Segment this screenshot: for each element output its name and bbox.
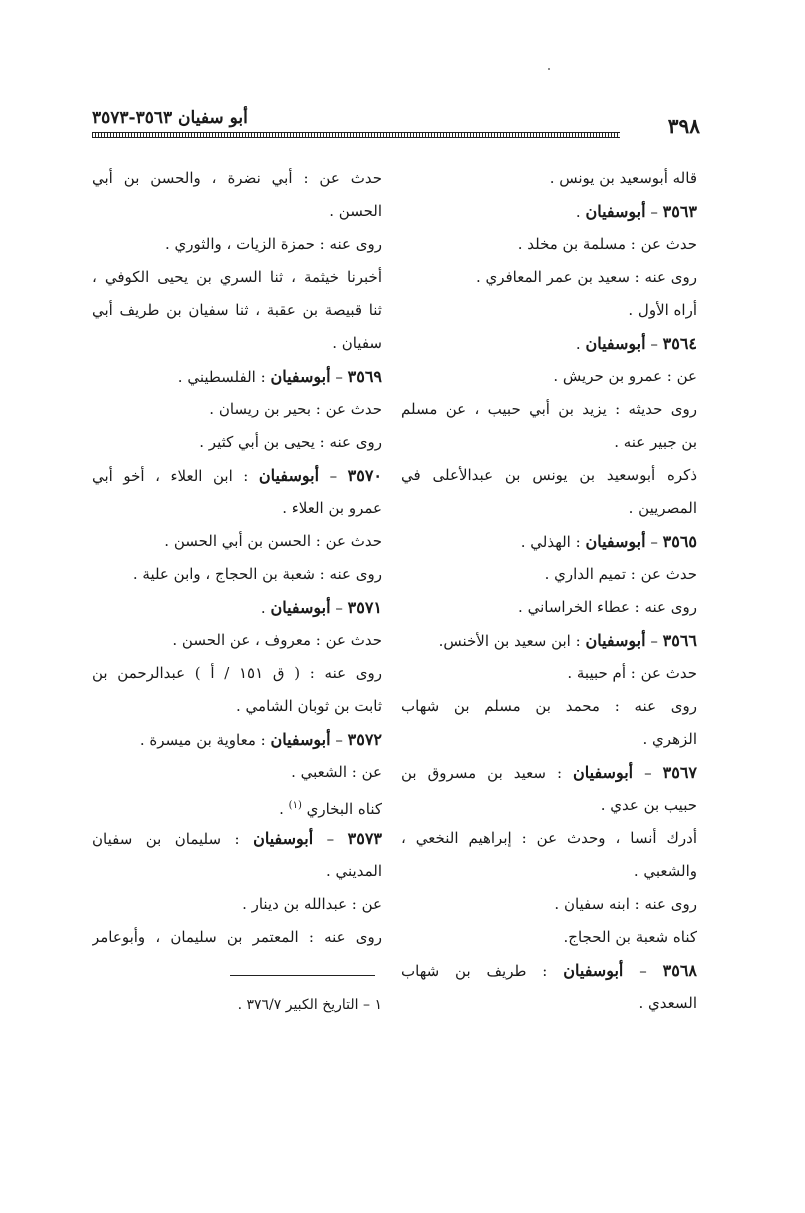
- entry-number: ٣٥٦٨: [662, 961, 697, 980]
- entry-name: أبوسفيان: [258, 466, 320, 485]
- line-text: أراه الأول .: [628, 301, 697, 319]
- text-line: [401, 921, 697, 954]
- text-line: [401, 657, 697, 690]
- line-text: عن : الشعبي .: [291, 763, 382, 781]
- entry-number: ٣٥٦٦: [662, 631, 697, 650]
- line-text: السعدي .: [638, 994, 697, 1012]
- entry-name: أبوسفيان: [270, 367, 331, 386]
- line-text: سفيان .: [332, 334, 382, 352]
- entry-heading: ٣٥٦٣ – أبوسفيان .: [575, 202, 697, 221]
- line-text: حدث عن : الحسن بن أبي الحسن .: [164, 532, 382, 550]
- line-text: ثنا قبيصة بن عقبة ، ثنا سفيان بن طريف أبي: [92, 301, 382, 319]
- line-text: المصريين .: [628, 499, 697, 517]
- text-line: [92, 690, 382, 723]
- text-line: [92, 888, 382, 921]
- entry-name: أبوسفيان: [585, 532, 646, 551]
- left-column: [92, 162, 382, 954]
- text-line: [401, 987, 697, 1020]
- entry-number: ٣٥٦٩: [347, 367, 382, 386]
- line-text: أخبرنا خيثمة ، ثنا السري بن يحيى الكوفي ،: [92, 268, 382, 286]
- line-text: بن جبير عنه .: [614, 433, 697, 451]
- text-line: [401, 492, 697, 525]
- text-line: [401, 723, 697, 756]
- line-text: والشعبي .: [633, 862, 697, 880]
- entry-number: ٣٥٦٥: [662, 532, 697, 551]
- line-text: الحسن .: [329, 202, 382, 220]
- entry-description: : الفلسطيني .: [177, 368, 271, 386]
- entry-name: أبوسفيان: [573, 763, 634, 782]
- entry-heading: ٣٥٧٢ – أبوسفيان : معاوية بن ميسرة .: [139, 730, 382, 749]
- entry-heading: ٣٥٦٨ – أبوسفيان : طريف بن شهاب: [401, 961, 697, 980]
- line-text: قاله أبوسعيد بن يونس .: [549, 169, 697, 187]
- line-text: روى عنه : ( ق ١٥١ / أ ) عبدالرحمن بن: [92, 664, 382, 682]
- line-text: ثابت بن ثوبان الشامي .: [236, 697, 382, 715]
- line-text: المديني .: [325, 862, 382, 880]
- line-text: روى حديثه : يزيد بن أبي حبيب ، عن مسلم: [401, 400, 697, 418]
- entry-name: أبوسفيان: [585, 631, 646, 650]
- entry-description: : سعيد بن مسروق بن: [401, 764, 573, 782]
- entry-number: ٣٥٧٢: [347, 730, 382, 749]
- text-line: [92, 294, 382, 327]
- entry-number: ٣٥٦٤: [662, 334, 697, 353]
- entry-heading: ٣٥٧٠ – أبوسفيان : ابن العلاء ، أخو أبي: [92, 466, 382, 485]
- line-text: حدث عن : أبي نضرة ، والحسن بن أبي: [92, 169, 382, 187]
- entry-description: : ابن العلاء ، أخو أبي: [92, 467, 259, 485]
- line-text: روى عنه : شعبة بن الحجاج ، وابن علية .: [132, 565, 382, 583]
- text-line: [401, 888, 697, 921]
- text-line: [401, 822, 697, 855]
- text-line: [401, 459, 697, 492]
- text-line: [92, 756, 382, 789]
- text-line: [92, 162, 382, 195]
- line-text: روى عنه : سعيد بن عمر المعافري .: [475, 268, 697, 286]
- text-line: [92, 624, 382, 657]
- line-tail: .: [279, 800, 289, 818]
- text-line: [92, 789, 382, 822]
- line-text: عن : عمرو بن حريش .: [553, 367, 697, 385]
- entry-description: : ابن سعيد بن الأخنس.: [438, 632, 586, 650]
- entry-name: أبوسفيان: [585, 334, 646, 353]
- text-line: [401, 393, 697, 426]
- text-line: [401, 855, 697, 888]
- entry-number: ٣٥٧٣: [347, 829, 382, 848]
- text-line: [401, 162, 697, 195]
- entry-description: : سليمان بن سفيان: [92, 830, 254, 848]
- entry-description: : طريف بن شهاب: [401, 962, 564, 980]
- text-line: [92, 228, 382, 261]
- entry-heading: ٣٥٦٤ – أبوسفيان .: [575, 334, 697, 353]
- text-line: [92, 558, 382, 591]
- entry-name: أبوسفيان: [563, 961, 624, 980]
- text-line: [92, 855, 382, 888]
- text-line: [401, 591, 697, 624]
- entry-number: ٣٥٦٧: [662, 763, 697, 782]
- text-line: [92, 393, 382, 426]
- running-header: [92, 108, 700, 148]
- line-text: روى عنه : يحيى بن أبي كثير .: [199, 433, 382, 451]
- text-line: [92, 261, 382, 294]
- entry-number: ٣٥٧٠: [347, 466, 382, 485]
- text-line: [401, 426, 697, 459]
- line-text: أدرك أنسا ، وحدث عن : إبراهيم النخعي ،: [401, 829, 697, 847]
- entry-heading: ٣٥٧١ – أبوسفيان .: [260, 598, 382, 617]
- entry-heading: ٣٥٧٣ – أبوسفيان : سليمان بن سفيان: [92, 829, 382, 848]
- line-text: ذكره أبوسعيد بن يونس بن عبدالأعلى في: [401, 466, 697, 484]
- right-column: [401, 162, 697, 1020]
- line-text: عن : عبدالله بن دينار .: [242, 895, 382, 913]
- line-text: حدث عن : أم حبيبة .: [567, 664, 697, 682]
- text-line: [92, 657, 382, 690]
- entry-description: .: [575, 335, 586, 353]
- line-text: روى عنه : عطاء الخراساني .: [518, 598, 697, 616]
- entry-heading: ٣٥٦٧ – أبوسفيان : سعيد بن مسروق بن: [401, 763, 697, 782]
- page-number: ٣٩٨: [667, 114, 700, 138]
- entry-description: .: [260, 599, 271, 617]
- entry-number: ٣٥٦٣: [662, 202, 697, 221]
- text-line: [92, 921, 382, 954]
- text-line: [92, 492, 382, 525]
- header-rule: [92, 132, 620, 138]
- text-line: [92, 426, 382, 459]
- line-text: عمرو بن العلاء .: [282, 499, 382, 517]
- entry-description: : معاوية بن ميسرة .: [139, 731, 271, 749]
- text-line: [92, 327, 382, 360]
- running-title: أبو سفيان ٣٥٦٣-٣٥٧٣: [92, 108, 248, 128]
- text-line: [92, 195, 382, 228]
- text-line: [401, 360, 697, 393]
- line-text: حدث عن : مسلمة بن مخلد .: [517, 235, 697, 253]
- footnote-rule: [230, 975, 375, 976]
- entry-description: .: [575, 203, 586, 221]
- text-line: [401, 558, 697, 591]
- line-text: كناه البخاري: [306, 800, 382, 818]
- text-line: [92, 525, 382, 558]
- line-text: روى عنه : ابنه سفيان .: [554, 895, 697, 913]
- page-speck: [548, 68, 550, 70]
- entry-name: أبوسفيان: [270, 730, 331, 749]
- text-line: [401, 690, 697, 723]
- entry-name: أبوسفيان: [270, 598, 331, 617]
- line-text: حدث عن : بحير بن ريسان .: [209, 400, 382, 418]
- entry-number: ٣٥٧١: [347, 598, 382, 617]
- entry-name: أبوسفيان: [253, 829, 314, 848]
- line-text: حدث عن : تميم الداري .: [544, 565, 697, 583]
- line-text: حبيب بن عدي .: [600, 796, 697, 814]
- line-text: روى عنه : المعتمر بن سليمان ، وأبوعامر: [92, 928, 382, 946]
- entry-heading: ٣٥٦٥ – أبوسفيان : الهذلي .: [520, 532, 697, 551]
- footnote-marker[interactable]: (١): [288, 800, 302, 811]
- entry-name: أبوسفيان: [585, 202, 646, 221]
- line-text: حدث عن : معروف ، عن الحسن .: [172, 631, 382, 649]
- footnote: ١ – التاريخ الكبير ٣٧٦/٧ .: [237, 997, 382, 1013]
- line-text: روى عنه : محمد بن مسلم بن شهاب: [401, 697, 697, 715]
- line-text: روى عنه : حمزة الزيات ، والثوري .: [165, 235, 382, 253]
- text-line: [401, 789, 697, 822]
- text-line: [401, 228, 697, 261]
- text-line: [401, 294, 697, 327]
- entry-description: : الهذلي .: [520, 533, 586, 551]
- text-line: [401, 261, 697, 294]
- entry-heading: ٣٥٦٩ – أبوسفيان : الفلسطيني .: [177, 367, 382, 386]
- line-text: الزهري .: [642, 730, 697, 748]
- entry-heading: ٣٥٦٦ – أبوسفيان : ابن سعيد بن الأخنس.: [438, 631, 697, 650]
- line-text: كناه شعبة بن الحجاج.: [563, 928, 697, 946]
